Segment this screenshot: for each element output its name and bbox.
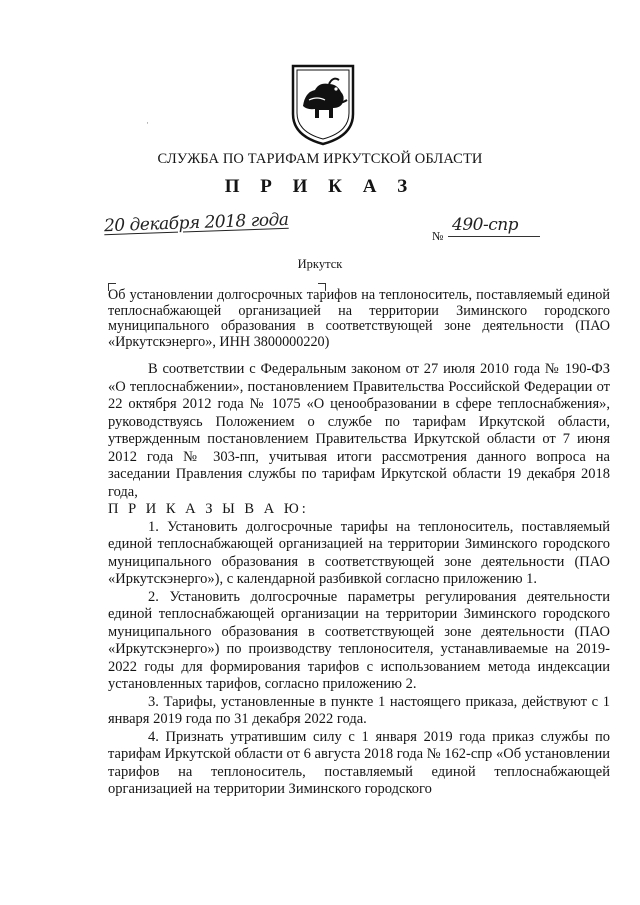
- document-subject: Об установлении долгосрочных тарифов на теплоноситель, поставляемый единой теплоснабжающей организацией на территории Зиминского городского муниципального образования в соответствующей зоне деятельности (ПАО «Иркутскэнерго», ИНН 3800000220): [108, 287, 610, 350]
- handwritten-number: 490-спр: [452, 215, 519, 235]
- order-item-2: 2. Установить долгосрочные параметры регулирования деятельности единой теплоснабжающей организации на территории Зиминского городского муниципального образования в соответствующей зоне деятельности (ПАО «Иркутскэнерго») по производству теплоносителя, устанавливаемые на 2019-2022 годы для формирования тарифов с использованием метода индексации установленных тарифов, согласно приложению 2.: [108, 588, 610, 692]
- number-label: №: [432, 229, 444, 243]
- preamble-paragraph: В соответствии с Федеральным законом от 27 июля 2010 года № 190-ФЗ «О теплоснабжении», постановлением Правительства Российской Федерации от 22 октября 2012 года № 1075 «О ценообразовании в сфере теплоснабжения», руководствуясь Положением о службе по тарифам Иркутской области, утвержденным постановлением Правительства Иркутской области от 7 июня 2012 года № 303-пп, учитывая итоги рассмотрения данного вопроса на заседании Правления службы по тарифам Иркутской области 19 декабря 2018 года,: [108, 361, 610, 500]
- number-underline: [448, 236, 540, 237]
- scan-mark: ·: [146, 118, 149, 128]
- order-item-4: 4. Признать утратившим силу с 1 января 2019 года приказ службы по тарифам Иркутской области от 6 августа 2018 года № 162-спр «Об установлении тарифов на теплоноситель, поставляемый единой теплоснабжающей организацией на территории Зиминского городского: [108, 728, 610, 797]
- handwritten-date: 20 декабря 2018 года: [103, 209, 289, 237]
- order-item-1: 1. Установить долгосрочные тарифы на теплоноситель, поставляемый единой теплоснабжающей организацией на территории Зиминского городского муниципального образования в соответствующей зоне деятельности (ПАО «Иркутскэнерго»), с календарной разбивкой согласно приложению 1.: [108, 518, 610, 587]
- coat-of-arms-emblem: [289, 62, 357, 146]
- agency-name: СЛУЖБА ПО ТАРИФАМ ИРКУТСКОЙ ОБЛАСТИ: [157, 151, 483, 167]
- document-title: П Р И К А З: [224, 176, 416, 197]
- document-body: [108, 361, 610, 799]
- orders-heading: П Р И К А З Ы В А Ю:: [108, 501, 309, 517]
- order-item-3: 3. Тарифы, установленные в пункте 1 настоящего приказа, действуют с 1 января 2019 года по 31 декабря 2022 года.: [108, 693, 610, 727]
- city-name: Иркутск: [297, 257, 343, 271]
